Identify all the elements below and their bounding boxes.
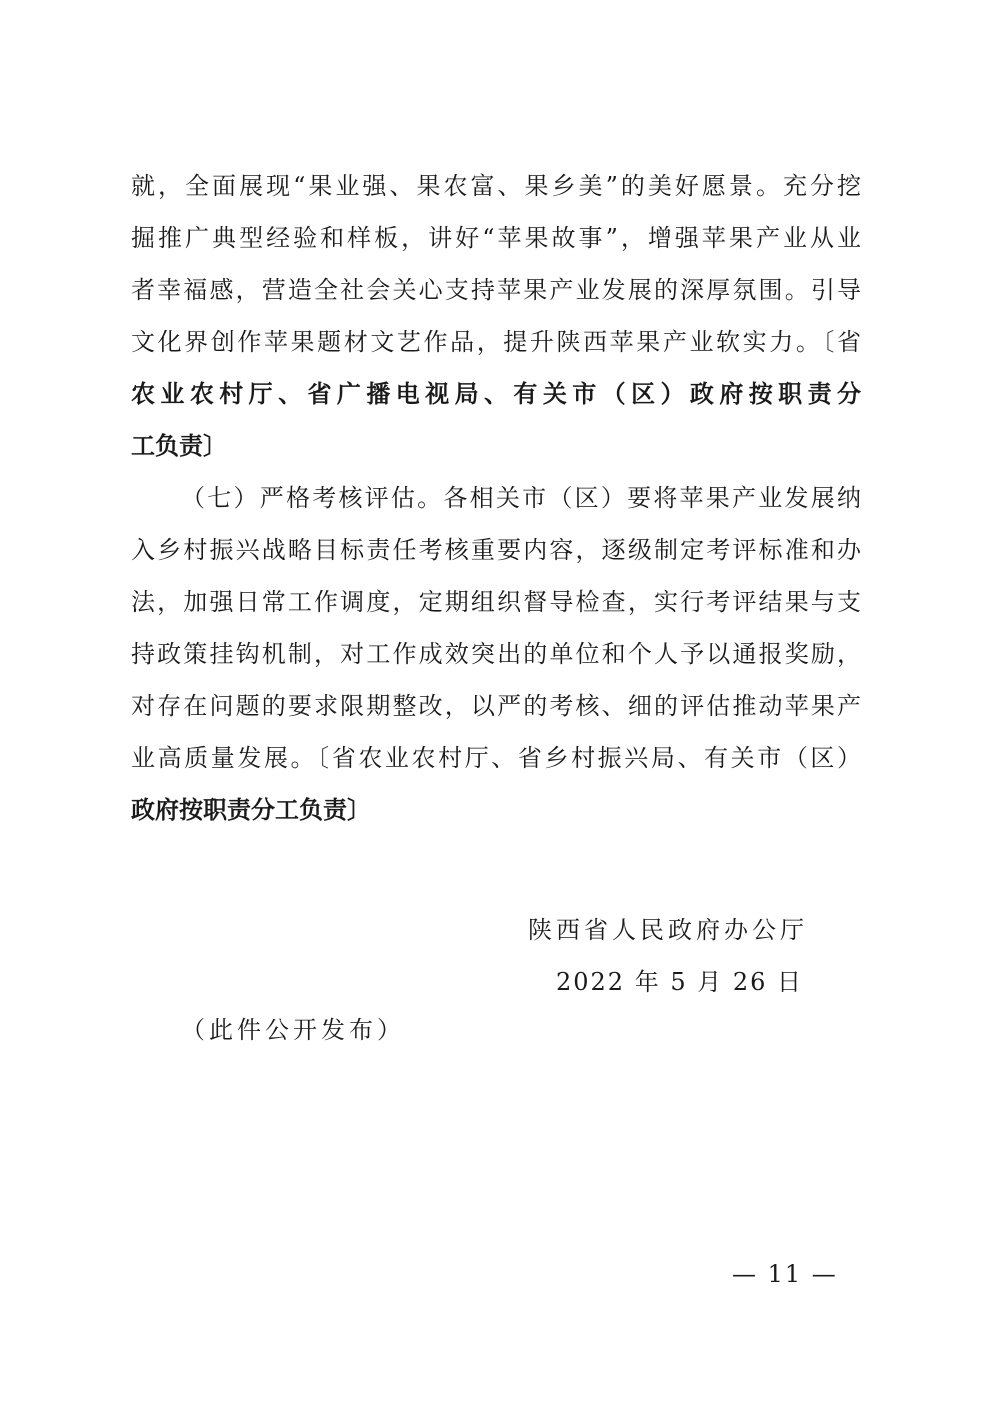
body-line: 政府按职责分工负责〕 [131, 795, 371, 824]
body-line: 业高质量发展。〔省农业农村厅、省乡村振兴局、有关市（区） [131, 744, 861, 772]
body-line: 法，加强日常工作调度，定期组织督导检查，实行考评结果与支 [131, 588, 861, 616]
signature-organization: 陕西省人民政府办公厅 [528, 916, 808, 944]
body-line: 文化界创作苹果题材文艺作品，提升陕西苹果产业软实力。〔省 [131, 328, 861, 356]
section-heading-line: （七）严格考核评估。各相关市（区）要将苹果产业发展纳 [181, 484, 861, 512]
body-line: 持政策挂钩机制，对工作成效突出的单位和个人予以通报奖励， [131, 640, 861, 668]
body-line: 农业农村厅、省广播电视局、有关市（区）政府按职责分 [131, 379, 861, 408]
body-line: 者幸福感，营造全社会关心支持苹果产业发展的深厚氛围。引导 [131, 276, 861, 304]
body-line: 掘推广典型经验和样板，讲好“苹果故事”，增强苹果产业从业 [131, 224, 861, 252]
signature-date: 2022 年 5 月 26 日 [556, 968, 804, 996]
publication-note: （此件公开发布） [181, 1016, 405, 1044]
body-line: 工负责〕 [131, 431, 227, 460]
page-number: — 11 — [732, 1260, 838, 1288]
body-line: 对存在问题的要求限期整改，以严的考核、细的评估推动苹果产 [131, 692, 861, 720]
body-line: 入乡村振兴战略目标责任考核重要内容，逐级制定考评标准和办 [131, 536, 861, 564]
body-line: 就，全面展现“果业强、果农富、果乡美”的美好愿景。充分挖 [131, 172, 861, 200]
